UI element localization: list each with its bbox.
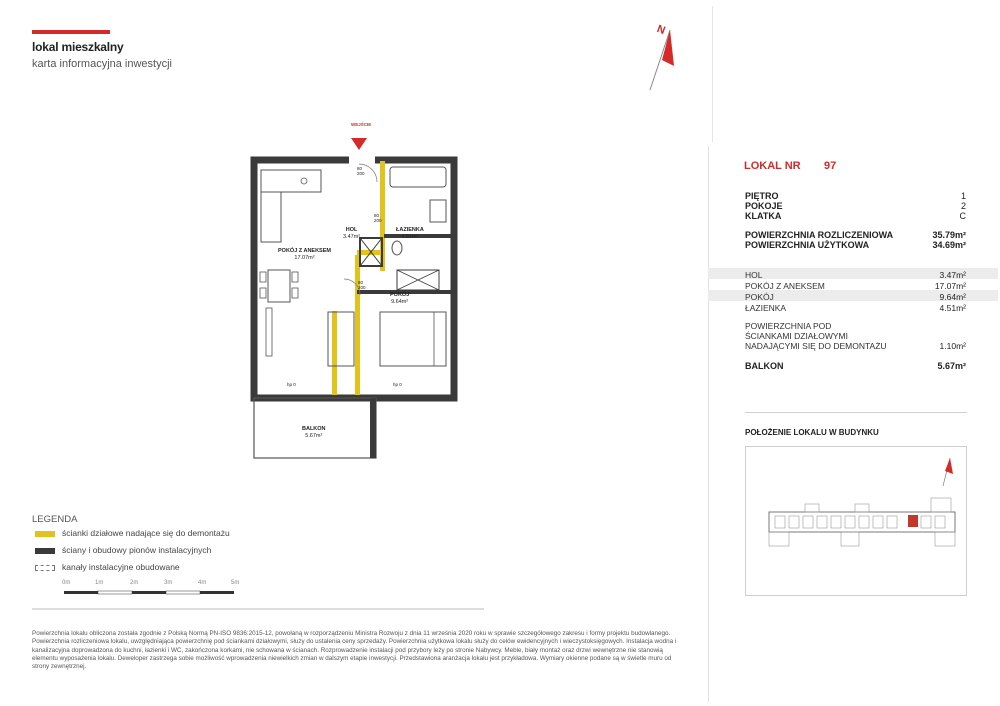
partition-value: 1.10m²: [939, 341, 966, 351]
info-label: KLATKA: [745, 211, 782, 221]
legend-swatch-walls: [35, 548, 55, 554]
divider: [745, 412, 967, 413]
info-value: 2: [960, 201, 966, 211]
room-row-label: ŁAZIENKA: [745, 303, 787, 313]
door-label: 80 200: [358, 280, 366, 290]
north-label: N: [655, 23, 667, 37]
room-label-room: POKÓJ 9.64m²: [390, 292, 410, 305]
page-subtitle: karta informacyjna inwestycji: [32, 58, 172, 70]
partition-line: POWIERZCHNIA POD: [745, 321, 832, 331]
scale-label: 3m: [164, 580, 173, 586]
building-location-map: [745, 446, 967, 596]
page-title: lokal mieszkalny: [32, 40, 124, 54]
partition-line: NADAJĄCYMI SIĘ DO DEMONTAŻU: [745, 341, 887, 351]
area-value: 35.79m²: [932, 230, 966, 240]
legend-title: LEGENDA: [32, 514, 78, 525]
info-value: 1: [960, 191, 966, 201]
balkon-value: 5.67m²: [937, 361, 966, 371]
legend-item: ściany i obudowy pionów instalacyjnych: [62, 545, 212, 555]
scale-label: 1m: [95, 580, 104, 586]
room-row-label: HOL: [745, 270, 763, 280]
entrance-arrow-icon: [351, 138, 367, 150]
scale-label: 5m: [231, 580, 240, 586]
room-row-label: POKÓJ Z ANEKSEM: [745, 281, 825, 291]
legend-swatch-removable: [35, 531, 55, 537]
panel-top-blank: [712, 6, 995, 142]
floor-plan: [240, 130, 470, 465]
lokal-label: LOKAL NR: [744, 160, 801, 172]
info-label: POKOJE: [745, 201, 783, 211]
hp-label: hp 0: [393, 382, 402, 387]
room-row-value: 17.07m²: [934, 281, 966, 291]
unit-location-marker: [908, 515, 918, 527]
door-label: 80 200: [374, 213, 382, 223]
hp-label: hp 0: [287, 382, 296, 387]
scale-label: 0m: [62, 580, 71, 586]
info-value: C: [959, 211, 966, 221]
room-row-label: POKÓJ: [745, 292, 774, 302]
entrance-label: WEJŚCIE: [351, 122, 372, 127]
room-row-value: 4.51m²: [939, 303, 966, 313]
room-row-value: 9.64m²: [939, 292, 966, 302]
area-label: POWIERZCHNIA ROZLICZENIOWA: [745, 230, 894, 240]
lokal-number: 97: [824, 160, 837, 172]
room-label-balcony: BALKON 5.67m²: [302, 426, 326, 439]
legal-footnote: Powierzchnia lokalu obliczona została zgodnie z Polską Normą PN-ISO 9836:2015-12, powołaną w rozporządzeniu Ministra Rozwoju z dnia 11 września 2020 roku w sprawie szczegółowego zakresu i formy projektu budowlanego. Powierzchnia rozliczeniowa lokalu, uwzględniająca powierzchnię pod ściankami działowymi, służy do ustalenia ceny sprzedaży. Powierzchnia użytkowa lokalu służy do celów ewidencyjnych i wieczystoksięgowych. Instalacja wodna i kanalizacyjna doprowadzona do kuchni, łazienki i WC, zakończona korkami, nie schowana w ścianach. Rozprowadzenie instalacji pod przybory leży po stronie Nabywcy. Meble, biały montaż oraz drzwi wewnętrzne nie stanowią elementu wyposażenia lokalu. Deweloper zastrzega sobie możliwość wprowadzenia niewielkich zmian w dalszym etapie inwestycji. Przedstawiona aranżacja lokalu jest przykładowa. Wymiary okienne podane są w świetle muru od strony zewnętrznej.: [32, 630, 677, 671]
scale-label: 2m: [130, 580, 139, 586]
room-label-hol: HOL 3.47m²: [343, 227, 361, 240]
area-value: 34.69m²: [932, 240, 966, 250]
balkon-label: BALKON: [745, 361, 784, 371]
location-title: POŁOŻENIE LOKALU W BUDYNKU: [745, 428, 879, 437]
scale-bar: [32, 588, 492, 612]
legend-item: ścianki działowe nadające się do demontażu: [62, 528, 230, 538]
scale-label: 4m: [198, 580, 207, 586]
legend-swatch-ducts: [35, 565, 55, 571]
room-row-value: 3.47m²: [939, 270, 966, 280]
area-label: POWIERZCHNIA UŻYTKOWA: [745, 240, 870, 250]
info-label: PIĘTRO: [745, 191, 779, 201]
room-label-kitchen: POKÓJ Z ANEKSEM 17.07m²: [278, 248, 331, 261]
brand-accent-bar: [32, 30, 110, 34]
door-label: 80 200: [357, 166, 365, 176]
partition-line: ŚCIANKAMI DZIAŁOWYMI: [745, 331, 848, 341]
room-label-bathroom: ŁAZIENKA 4.51m²: [396, 227, 424, 240]
legend-item: kanały instalacyjne obudowane: [62, 562, 180, 572]
